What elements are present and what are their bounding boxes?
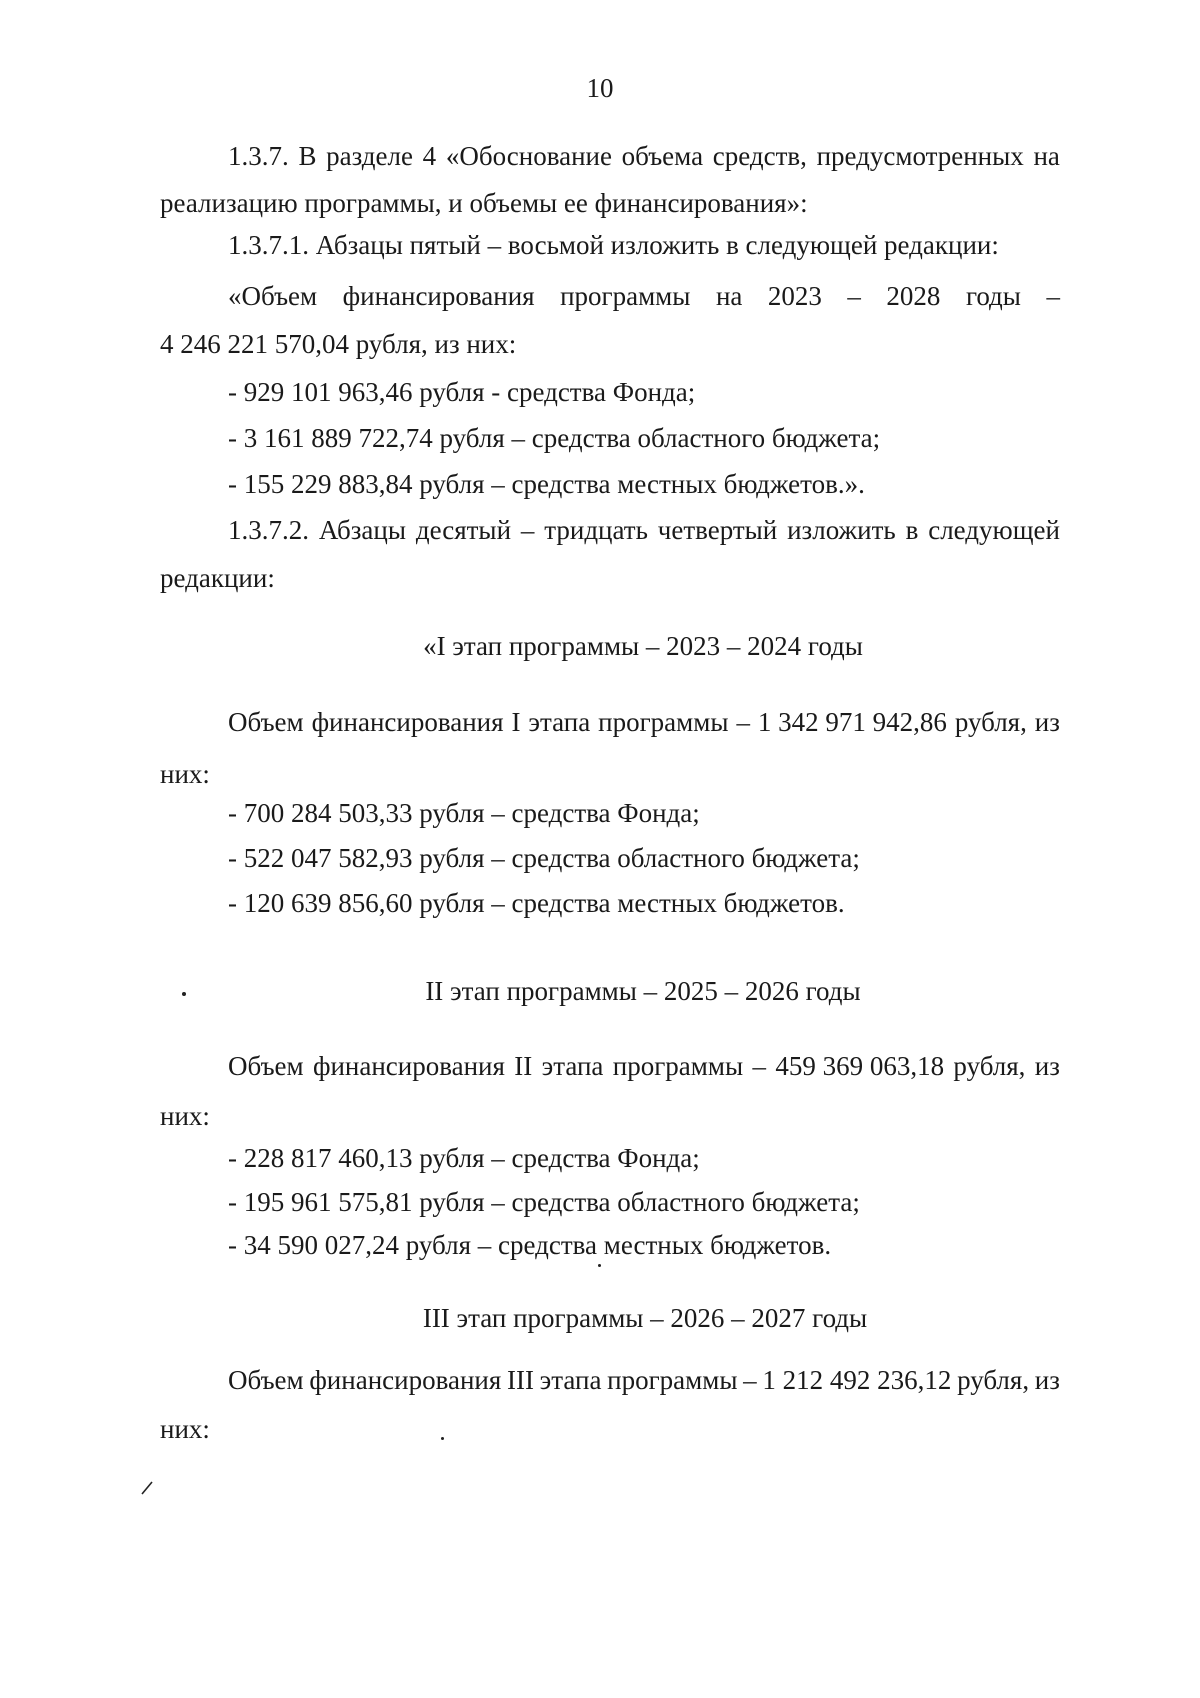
section-137-line2: реализацию программы, и объемы ее финансирования»: [160,188,808,218]
word: «Объем [228,281,318,311]
section-1372-line2: редакции: [160,563,275,593]
word: финансирования [309,1365,502,1395]
page-number: 10 [586,73,614,103]
word: 2023 [767,281,822,311]
scan-speck [441,1437,444,1440]
word: средств, [712,141,807,171]
word: десятый [415,515,512,545]
word: этапа [528,707,591,737]
list-item: - 34 590 027,24 рубля – средства местных бюджетов. [228,1230,832,1260]
word: тридцать [544,515,648,545]
word: Объем [228,1365,304,1395]
list-item: - 195 961 575,81 рубля – средства областного бюджета; [228,1187,860,1217]
stage2-title: II этап программы – 2025 – 2026 годы [425,976,861,1006]
word: 459 369 063,18 [775,1051,945,1081]
word: Абзацы [318,515,406,545]
stage3-title: III этап программы – 2026 – 2027 годы [422,1303,868,1333]
word: 4 [422,141,437,171]
word: финансирования [312,1051,505,1081]
word: В [298,141,317,171]
list-item: - 522 047 582,93 рубля – средства областного бюджета; [228,843,860,873]
word: – [752,1051,766,1081]
word: финансирования [342,281,535,311]
word: в [905,515,919,545]
word: 1.3.7.2. [228,515,309,545]
word: этапа [539,1365,602,1395]
word: программы [560,281,691,311]
stage1-title: «I этап программы – 2023 – 2024 годы [423,631,863,661]
scan-stroke [140,1480,154,1496]
total-volume-line2: 4 246 221 570,04 рубля, из них: [160,329,517,359]
word: программы [598,707,729,737]
stage3-volume-line1 [228,1364,1060,1396]
word: – [736,707,750,737]
word: рубля, [954,707,1027,737]
word: программы [612,1051,744,1081]
word: 1 342 971 942,86 [757,707,947,737]
word: годы [965,281,1021,311]
word: 1.3.7. [228,141,289,171]
word: предусмотренных [816,141,1024,171]
word: II [514,1051,533,1081]
word: рубля, [957,1365,1030,1395]
word: – [743,1365,757,1395]
section-137-line1 [228,140,1060,172]
word: этапа [541,1051,604,1081]
stage2-volume-tail: них: [160,1101,210,1131]
word: – [1046,281,1060,311]
section-1372-line1 [228,514,1060,546]
scan-speck [598,1264,601,1267]
word: III [506,1365,534,1395]
list-item: - 228 817 460,13 рубля – средства Фонда; [228,1143,700,1173]
word: на [1033,141,1060,171]
word: из [1034,1365,1060,1395]
word: Объем [228,1051,304,1081]
word: объема [621,141,704,171]
word: из [1034,1051,1060,1081]
word: следующей [928,515,1060,545]
word: «Обоснование [445,141,612,171]
word: финансирования [311,707,504,737]
word: из [1034,707,1060,737]
word: I [511,707,521,737]
section-1371-heading: 1.3.7.1. Абзацы пятый – восьмой изложить в следующей редакции: [228,230,999,260]
stage1-volume-tail: них: [160,759,210,789]
total-volume-line1 [228,280,1060,312]
list-item: - 155 229 883,84 рубля – средства местных бюджетов.». [228,469,865,499]
list-item: - 700 284 503,33 рубля – средства Фонда; [228,798,700,828]
list-item: - 120 639 856,60 рубля – средства местных бюджетов. [228,888,845,918]
word: – [520,515,535,545]
word: разделе [326,141,413,171]
word: 2028 [886,281,941,311]
word: – [847,281,861,311]
word: изложить [787,515,896,545]
stage1-volume-line1 [228,706,1060,738]
list-item: - 929 101 963,46 рубля - средства Фонда; [228,377,696,407]
word: на [715,281,743,311]
list-item: - 3 161 889 722,74 рубля – средства областного бюджета; [228,423,881,453]
word: четвертый [657,515,778,545]
word: рубля, [953,1051,1026,1081]
stage2-volume-line1 [228,1050,1060,1082]
word: 1 212 492 236,12 [762,1365,952,1395]
stage3-volume-tail: них: [160,1414,210,1444]
word: программы [607,1365,738,1395]
word: Объем [228,707,304,737]
